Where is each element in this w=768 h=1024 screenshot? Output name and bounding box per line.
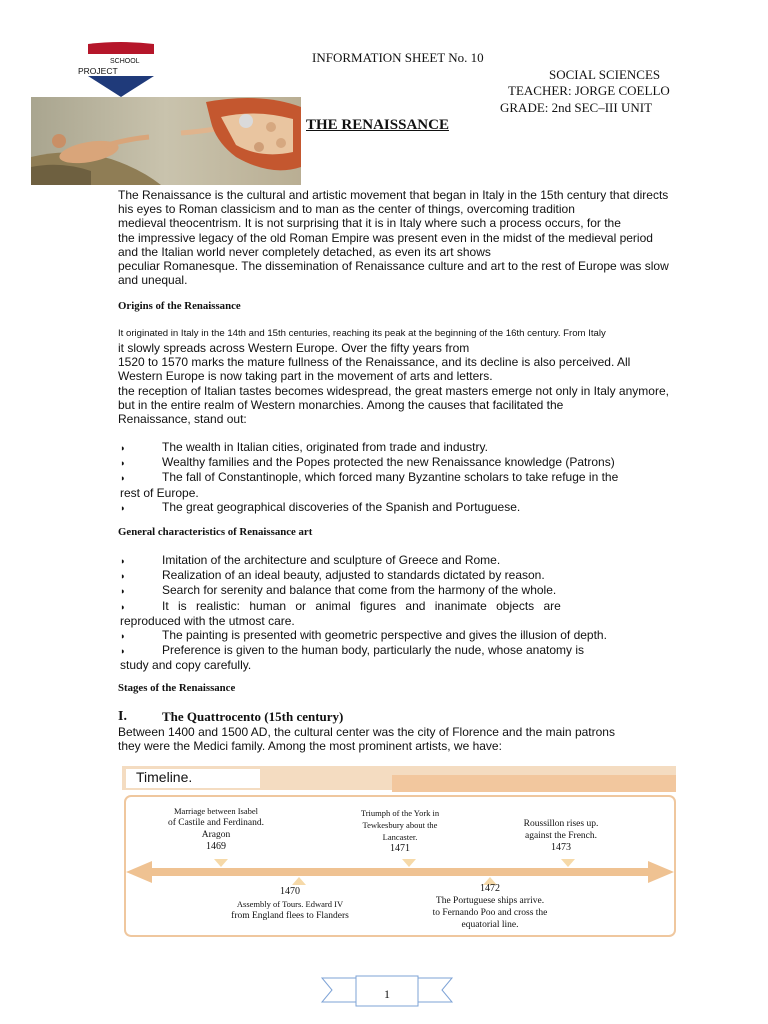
event-year: 1473: [551, 842, 571, 853]
grade: GRADE: 2nd SEC–III UNIT: [500, 100, 653, 115]
logo-line2: PROJECT: [78, 66, 118, 76]
event-1470: 1470 Assembly of Tours. Edward IV from England flees to Flanders: [210, 886, 370, 922]
school-logo: [78, 42, 156, 98]
marker-1473: [561, 859, 575, 867]
stage-numeral: I.: [118, 709, 127, 724]
bullet-icon: ◗: [120, 631, 126, 642]
marker-1469: [214, 859, 228, 867]
origins-line: the reception of Italian tastes becomes widespread, the great masters emerge not only in Italy anymore,: [118, 383, 669, 398]
bullet-icon: ◗: [120, 586, 126, 597]
stage-paragraph: [118, 725, 698, 753]
origins-paragraph: [118, 341, 698, 426]
list-item: ◗ The painting is presented with geometric perspective and gives the illusion of depth.: [120, 628, 607, 643]
stages-heading: Stages of the Renaissance: [118, 682, 236, 694]
marker-1471: [402, 859, 416, 867]
origins-line: 1520 to 1570 marks the mature fullness of the Renaissance, and its decline is also perceived. All: [118, 355, 631, 370]
event-year: 1472: [480, 883, 500, 894]
event-1473: Roussillon rises up. against the French. 1473: [496, 818, 626, 854]
bullet-icon: ◗: [120, 556, 126, 566]
list-item: ◗ Preference is given to the human body, particularly the nude, whose anatomy is: [120, 643, 585, 658]
characteristics-heading: General characteristics of Renaissance art: [118, 526, 313, 538]
event-1472: 1472 The Portuguese ships arrive. to Fernando Poo and cross the equatorial line.: [410, 883, 570, 931]
bullet-icon: ◗: [120, 601, 126, 612]
origins-line: Renaissance, stand out:: [118, 412, 247, 427]
event-1471: Triumph of the York in Tewkesbury about the Lancaster. 1471: [340, 807, 460, 855]
list-item-continuation: reproduced with the utmost care.: [120, 613, 295, 628]
list-item-continuation: study and copy carefully.: [120, 658, 252, 673]
logo-line1: SCHOOL: [110, 58, 140, 65]
intro-line: his eyes to Roman classicism and to man as the center of things, overcoming tradition: [118, 202, 575, 217]
intro-paragraph: [118, 188, 698, 287]
bullet-icon: ◗: [120, 502, 126, 513]
list-item: ◗ Realization of an ideal beauty, adjusted to standards dictated by reason.: [120, 568, 545, 583]
origins-bullet-list: [120, 440, 700, 515]
stage-line: they were the Medici family. Among the most prominent artists, we have:: [118, 739, 502, 754]
list-item: ◗ The fall of Constantinople, which forced many Byzantine scholars to take refuge in the: [120, 470, 619, 485]
origins-line: but in the entire realm of Western monarchies. Among the causes that facilitated the: [118, 397, 564, 412]
event-year: 1471: [390, 843, 410, 854]
origins-heading: Origins of the Renaissance: [118, 300, 241, 312]
event-1469: Marriage between Isabel of Castile and Ferdinand. Aragon 1469: [146, 805, 286, 853]
page-title: THE RENAISSANCE: [306, 117, 449, 133]
list-item: ◗ Wealthy families and the Popes protected the new Renaissance knowledge (Patrons): [120, 455, 615, 470]
list-item: ◗ Search for serenity and balance that come from the harmony of the whole.: [120, 583, 557, 598]
intro-line: The Renaissance is the cultural and artistic movement that began in Italy in the 15th century that directs: [118, 188, 669, 202]
event-year: 1470: [280, 886, 300, 897]
stage-subheading: The Quattrocento (15th century): [162, 709, 344, 724]
marker-1470: [292, 877, 306, 885]
list-item: ◗ The wealth in Italian cities, originated from trade and industry.: [120, 440, 488, 454]
intro-line: the impressive legacy of the old Roman Empire was present even in the midst of the medieval period: [118, 230, 653, 245]
origins-line: it slowly spreads across Western Europe. Over the fifty years from: [118, 341, 470, 355]
bullet-icon: ◗: [120, 646, 126, 657]
event-year: 1469: [206, 841, 226, 852]
timeline-header-accent: [392, 775, 676, 792]
intro-line: medieval theocentrism. It is not surprising that it is in Italy where such a process occurs, for the: [118, 216, 621, 231]
stage-line: Between 1400 and 1500 AD, the cultural center was the city of Florence and the main patrons: [118, 725, 615, 739]
intro-line: peculiar Romanesque. The dissemination of Renaissance culture and art to the rest of Europe was slow: [118, 259, 669, 274]
list-item-continuation: rest of Europe.: [120, 485, 199, 500]
list-item: ◗ It is realistic: human or animal figures and inanimate objects are: [120, 598, 561, 613]
intro-line: and the Italian world never completely detached, as even its art shows: [118, 244, 491, 259]
creation-of-adam-image: [31, 97, 301, 185]
teacher: TEACHER: JORGE COELLO: [508, 83, 670, 98]
page-number: 1: [384, 987, 390, 1001]
bullet-icon: ◗: [120, 458, 126, 469]
info-sheet-number: INFORMATION SHEET No. 10: [312, 50, 484, 65]
origins-small-line: It originated in Italy in the 14th and 15th centuries, reaching its peak at the beginning of the 16th century. From Italy: [118, 328, 606, 339]
origins-line: Western Europe is now taking part in the movement of arts and letters.: [118, 369, 493, 384]
list-item: ◗ The great geographical discoveries of the Spanish and Portuguese.: [120, 499, 521, 514]
bullet-icon: ◗: [120, 473, 126, 484]
characteristics-bullet-list: [120, 553, 700, 673]
bullet-icon: ◗: [120, 571, 126, 582]
timeline-title: Timeline.: [136, 769, 193, 785]
intro-line: and unequal.: [118, 273, 188, 288]
list-item: ◗ Imitation of the architecture and sculpture of Greece and Rome.: [120, 553, 501, 567]
bullet-icon: ◗: [120, 443, 126, 453]
subject: SOCIAL SCIENCES: [549, 67, 661, 82]
